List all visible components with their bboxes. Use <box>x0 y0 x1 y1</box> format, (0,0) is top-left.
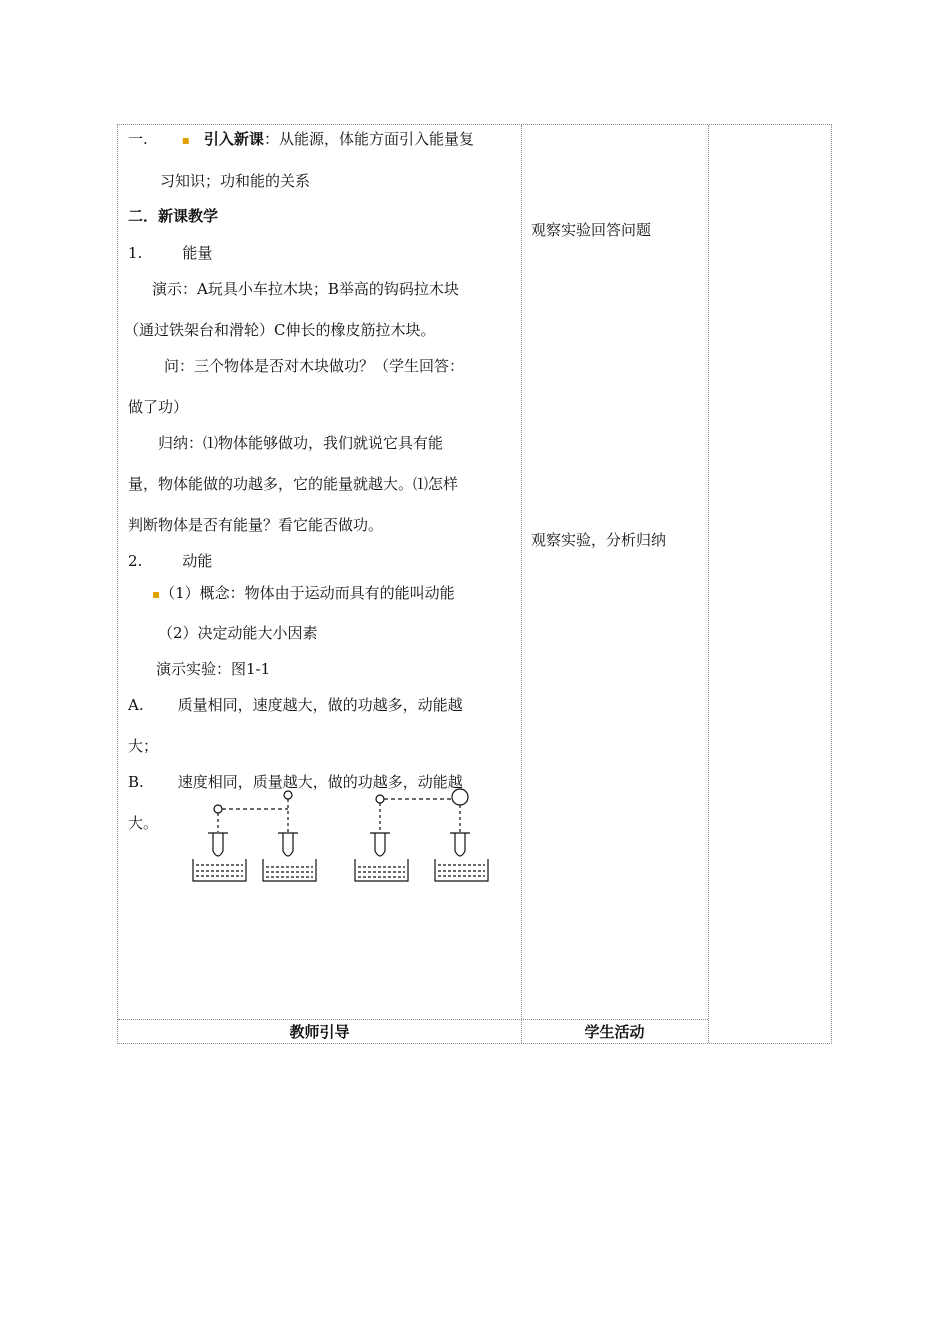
footer-teacher: 教师引导 <box>289 1023 350 1041</box>
section-heading: 二．新课教学 <box>128 207 219 225</box>
item-b-cont: 大。 <box>128 814 159 832</box>
item-b: B. 速度相同，质量越大，做的功越多，动能越 <box>128 773 463 791</box>
line-demo-cont: （通过铁架台和滑轮）C伸长的橡皮筋拉木块。 <box>124 321 436 339</box>
line-factors: （2）决定动能大小因素 <box>158 624 318 642</box>
item-a-cont: 大； <box>128 737 159 755</box>
experiment-figure <box>188 787 508 887</box>
line-summary-3: 判断物体是否有能量？看它能否做功。 <box>128 516 384 534</box>
item-a: A. 质量相同，速度越大，做的功越多，动能越 <box>128 696 463 714</box>
line-answer: 做了功） <box>128 398 189 416</box>
line-summary: 归纳：⑴物体能够做功，我们就说它具有能 <box>158 434 444 452</box>
item-kinetic: 2. 动能 <box>128 552 213 570</box>
footer-student: 学生活动 <box>584 1023 645 1041</box>
column-divider-1 <box>521 125 522 1043</box>
student-note-2: 观察实验，分析归纳 <box>531 531 667 549</box>
item-energy: 1. 能量 <box>128 244 213 262</box>
lesson-table <box>117 124 832 1044</box>
line-concept: ▪（1）概念：物体由于运动而具有的能叫动能 <box>152 584 455 602</box>
line-summary-2: 量，物体能做的功越多，它的能量就越大。⑴怎样 <box>128 475 459 493</box>
line-question: 问：三个物体是否对木块做功？（学生回答： <box>164 357 465 375</box>
footer-divider <box>118 1019 708 1020</box>
line-demo: 演示：A玩具小车拉木块；B举高的钩码拉木块 <box>152 280 459 298</box>
line-review: 习知识；功和能的关系 <box>160 172 311 190</box>
line-experiment: 演示实验：图1-1 <box>156 660 271 678</box>
student-note-1: 观察实验回答问题 <box>531 221 652 239</box>
line-intro: 一. ▪ 引入新课：从能源，体能方面引入能量复 <box>128 130 474 148</box>
column-divider-2 <box>708 125 709 1043</box>
